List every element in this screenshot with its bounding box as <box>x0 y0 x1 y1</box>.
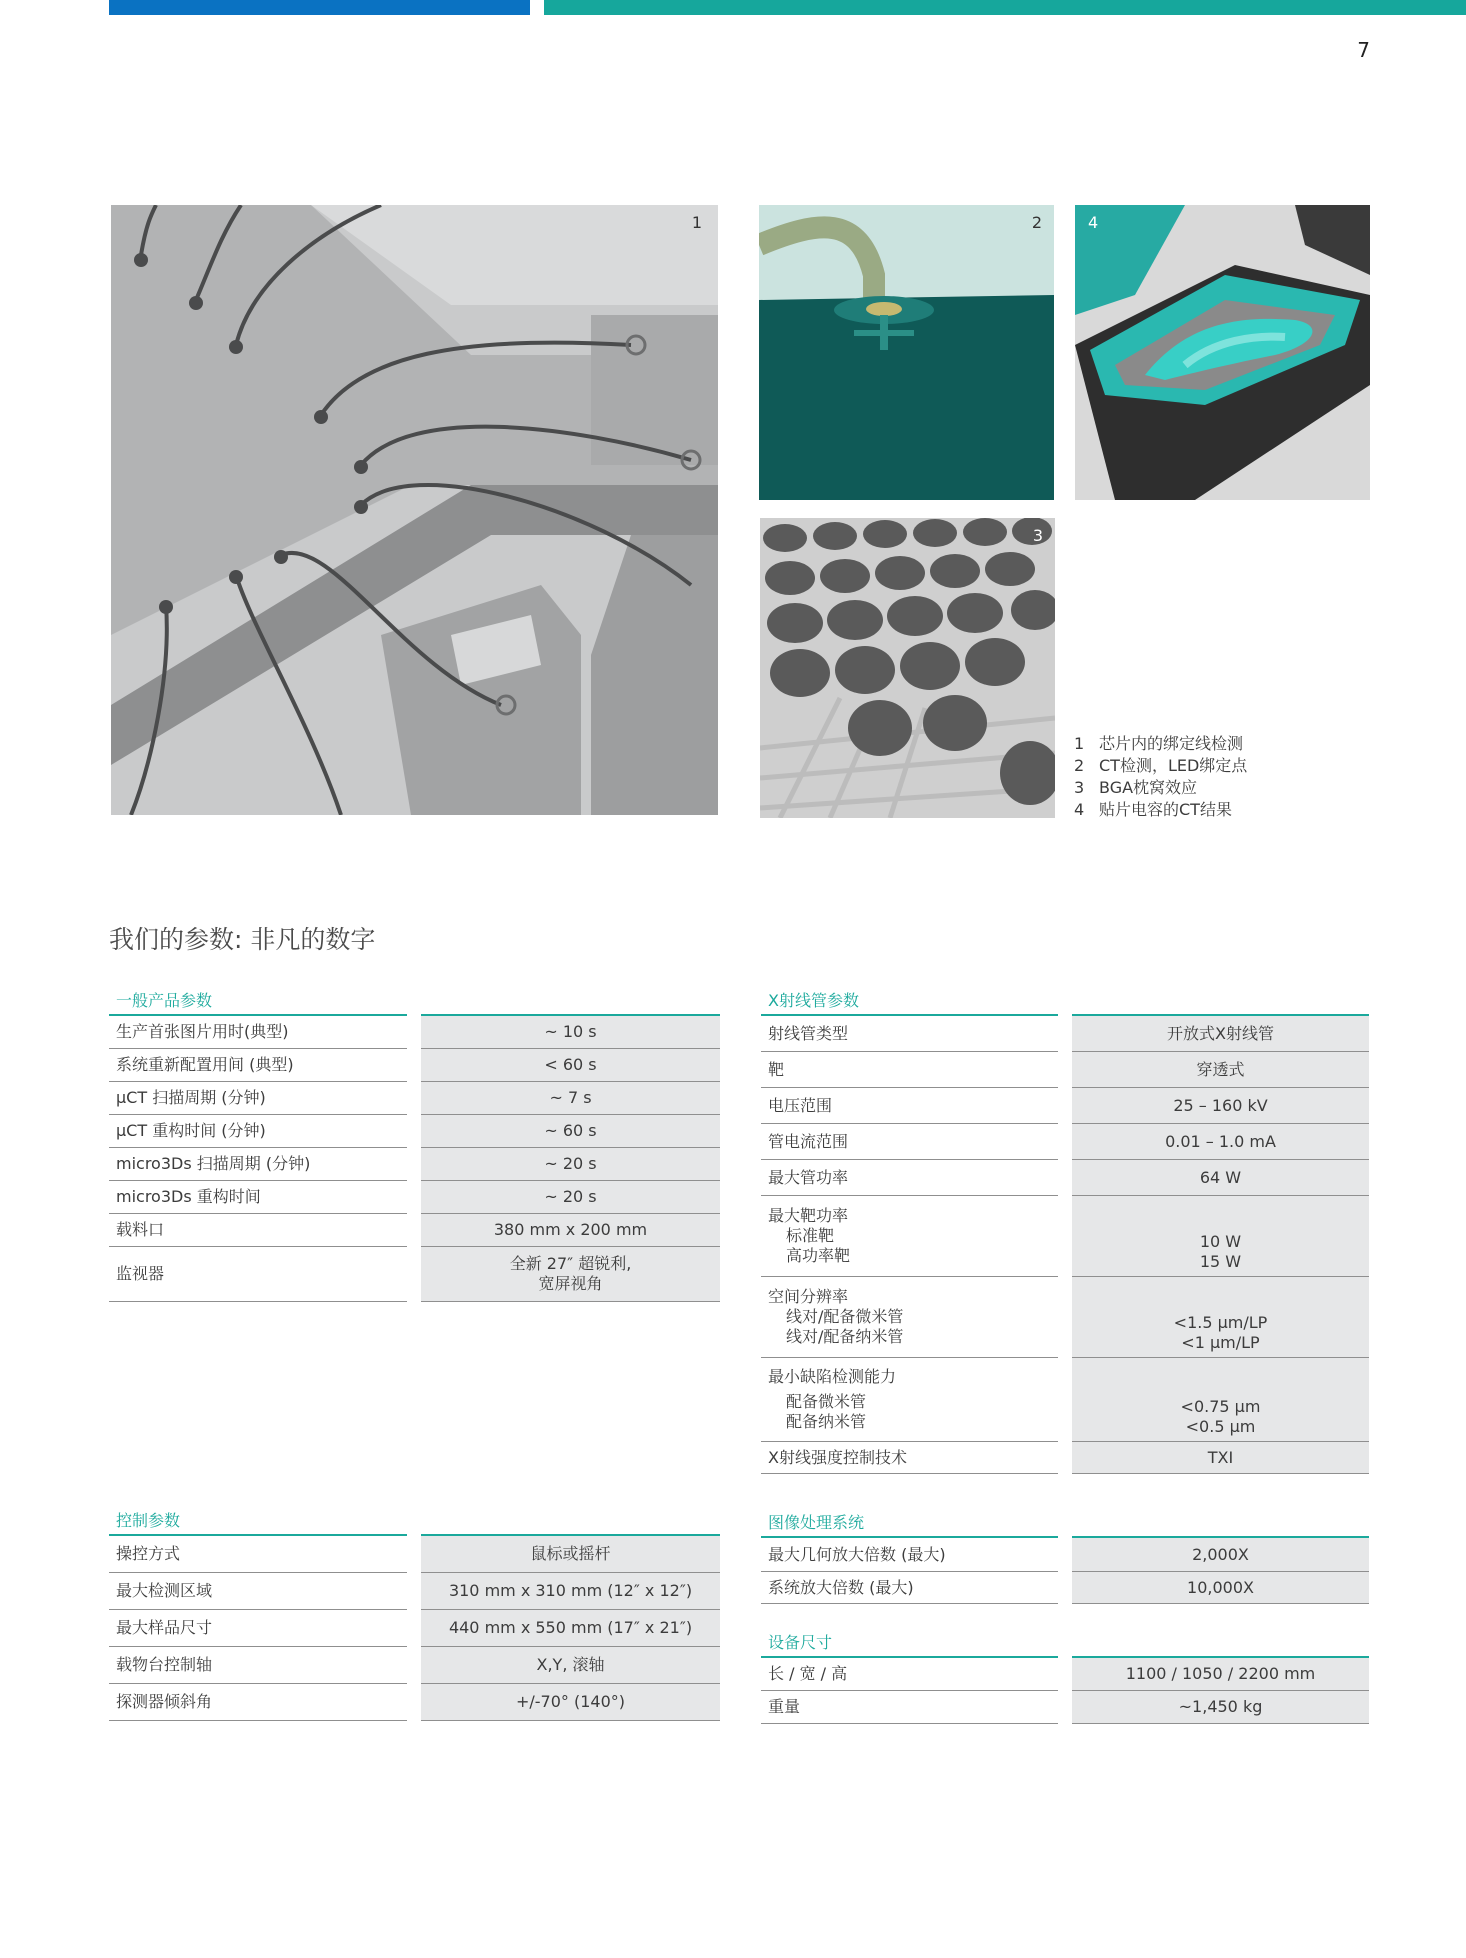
photo-number-3: 3 <box>1032 526 1043 545</box>
table-row: 靶 穿透式 <box>761 1052 1369 1088</box>
table-row: 最大检测区域 310 mm x 310 mm (12″ x 12″) <box>109 1573 720 1610</box>
caption-item: 3 BGA枕窝效应 <box>1074 778 1198 797</box>
table-row: 系统重新配置用间 (典型) < 60 s <box>109 1049 720 1082</box>
photo-number-2: 2 <box>1031 213 1042 232</box>
table-row: 最小缺陷检测能力 配备微米管 配备纳米管 <0.75 μm <0.5 μm <box>761 1358 1369 1442</box>
table-row: 系统放大倍数 (最大) 10,000X <box>761 1572 1369 1604</box>
page-number: 7 <box>1357 38 1370 62</box>
caption-item: 2 CT检测，LED绑定点 <box>1074 756 1248 775</box>
table-title: X射线管参数 <box>761 988 1058 1016</box>
table-row: 探测器倾斜角 +/-70° (140°) <box>109 1684 720 1721</box>
table-row: micro3Ds 扫描周期 (分钟) ~ 20 s <box>109 1148 720 1181</box>
table-xray <box>761 988 1369 1474</box>
table-row: 管电流范围 0.01 – 1.0 mA <box>761 1124 1369 1160</box>
photo-capacitor-ct <box>1075 205 1370 500</box>
table-title: 图像处理系统 <box>761 1510 1058 1538</box>
table-dimensions <box>761 1630 1369 1724</box>
table-title: 设备尺寸 <box>761 1630 1058 1658</box>
table-row: 电压范围 25 – 160 kV <box>761 1088 1369 1124</box>
photo-led-bond-ct <box>759 205 1054 500</box>
table-row: 生产首张图片用时(典型) ~ 10 s <box>109 1016 720 1049</box>
table-row: μCT 扫描周期 (分钟) ~ 7 s <box>109 1082 720 1115</box>
caption-item: 1 芯片内的绑定线检测 <box>1074 734 1244 753</box>
photo-wire-bond-xray <box>111 205 718 815</box>
table-control <box>109 1508 720 1721</box>
table-title: 控制参数 <box>109 1508 407 1536</box>
table-row: 最大管功率 64 W <box>761 1160 1369 1196</box>
table-row: 操控方式 鼠标或摇杆 <box>109 1536 720 1573</box>
header-teal-bar <box>544 0 1466 15</box>
table-general <box>109 988 720 1302</box>
section-title: 我们的参数: 非凡的数字 <box>109 925 376 954</box>
table-row: X射线强度控制技术 TXI <box>761 1442 1369 1474</box>
photo-bga-xray <box>760 518 1055 818</box>
table-imaging <box>761 1510 1369 1604</box>
table-row: 重量 ~1,450 kg <box>761 1691 1369 1724</box>
table-row: 长 / 宽 / 高 1100 / 1050 / 2200 mm <box>761 1658 1369 1691</box>
table-row: 射线管类型 开放式X射线管 <box>761 1016 1369 1052</box>
table-title: 一般产品参数 <box>109 988 407 1016</box>
table-row: 监视器 全新 27″ 超锐利, 宽屏视角 <box>109 1247 720 1302</box>
table-row: 最大靶功率 标准靶 高功率靶 10 W 15 W <box>761 1196 1369 1277</box>
photo-captions <box>1074 733 1247 821</box>
table-row: μCT 重构时间 (分钟) ~ 60 s <box>109 1115 720 1148</box>
caption-item: 4 贴片电容的CT结果 <box>1074 800 1232 819</box>
photo-number-4: 4 <box>1088 213 1099 232</box>
table-row: micro3Ds 重构时间 ~ 20 s <box>109 1181 720 1214</box>
table-row: 空间分辨率 线对/配备微米管 线对/配备纳米管 <1.5 μm/LP <1 μm/LP <box>761 1277 1369 1358</box>
table-row: 载物台控制轴 X,Y, 滚轴 <box>109 1647 720 1684</box>
table-row: 最大样品尺寸 440 mm x 550 mm (17″ x 21″) <box>109 1610 720 1647</box>
header-blue-bar <box>109 0 530 15</box>
photo-number-1: 1 <box>691 213 702 232</box>
table-row: 载料口 380 mm x 200 mm <box>109 1214 720 1247</box>
table-row: 最大几何放大倍数 (最大) 2,000X <box>761 1538 1369 1572</box>
